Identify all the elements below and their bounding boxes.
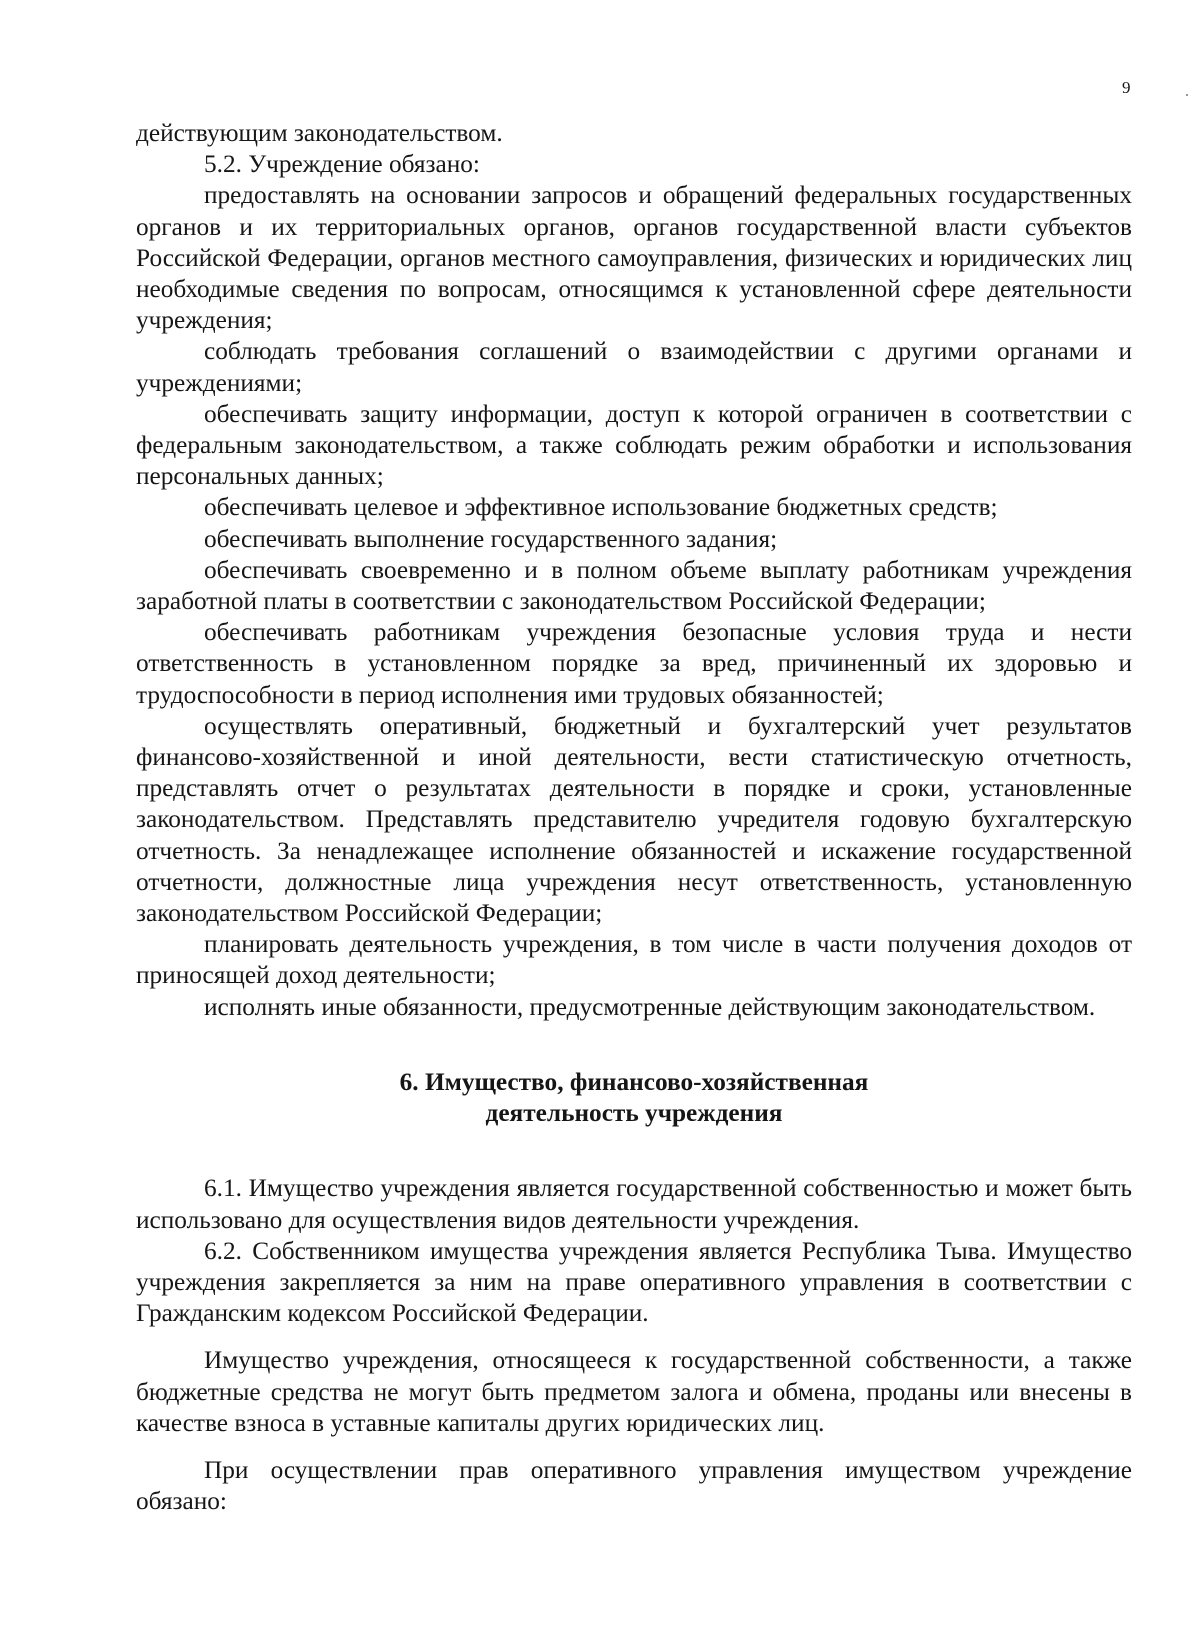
obligation-item: предоставлять на основании запросов и обращений федеральных государственных органов и их территориальных органов, органов государственной власти субъектов Российской Федерации, органов местного самоуправления, физических и юридических лиц необходимые сведения по вопросам, относящимся к установленной сфере деятельности учреждения; [136, 181, 1132, 335]
obligation-item: соблюдать требования соглашений о взаимодействии с другими органами и учреждениями; [136, 337, 1132, 397]
obligation-item: обеспечивать своевременно и в полном объеме выплату работникам учреждения заработной платы в соответствии с законодательством Российской Федерации; [136, 555, 1132, 616]
obligation-item: исполнять иные обязанности, предусмотренные действующим законодательством. [204, 992, 1096, 1021]
section-6-heading-line1: 6. Имущество, финансово-хозяйственная [399, 1067, 869, 1096]
section-6-heading [136, 1067, 1132, 1129]
obligation-item: обеспечивать целевое и эффективное использование бюджетных средств; [204, 493, 998, 522]
section-6-heading-line2: деятельность учреждения [485, 1099, 783, 1128]
paragraph-continuation: действующим законодательством. [136, 119, 503, 147]
page-number: 9 [1122, 78, 1131, 97]
obligation-item: планировать деятельность учреждения, в том числе в части получения доходов от приносящей доход деятельности; [136, 930, 1132, 990]
paragraph-5-2: 5.2. Учреждение обязано: [204, 150, 480, 179]
obligation-item: обеспечивать защиту информации, доступ к которой ограничен в соответствии с федеральным законодательством, а также соблюдать режим обработки и использования персональных данных; [136, 399, 1132, 491]
paragraph-obligations-intro: При осуществлении прав оперативного управления имуществом учреждение обязано: [136, 1455, 1132, 1516]
paragraph-property: Имущество учреждения, относящееся к государственной собственности, а также бюджетные средства не могут быть предметом залога и обмена, проданы или внесены в качестве взноса в уставные капиталы других юридических лиц. [136, 1346, 1132, 1437]
paragraph-6-2: 6.2. Собственником имущества учреждения является Республика Тыва. Имущество учреждения закрепляется за ним на праве оперативного управления в соответствии с Гражданским кодексом Российской Федерации. [136, 1236, 1132, 1328]
scan-artifact-dot [1186, 94, 1188, 96]
obligation-item: осуществлять оперативный, бюджетный и бухгалтерский учет результатов финансово-хозяйственной и иной деятельности, вести статистическую отчетность, представлять отчет о результатах деятельности в порядке и сроки, установленные законодательством. Представлять представителю учредителя годовую бухгалтерскую отчетность. За ненадлежащее исполнение обязанностей и искажение государственной отчетности, должностные лица учреждения несут ответственность, установленную законодательством Российской Федерации; [136, 711, 1132, 928]
obligation-item: обеспечивать выполнение государственного задания; [204, 524, 778, 553]
obligation-item: обеспечивать работникам учреждения безопасные условия труда и нести ответственность в установленном порядке за вред, причиненный их здоровью и трудоспособности в период исполнения ими трудовых обязанностей; [136, 618, 1132, 709]
document-body [136, 118, 1132, 1517]
paragraph-6-1: 6.1. Имущество учреждения является государственной собственностью и может быть использовано для осуществления видов деятельности учреждения. [136, 1174, 1132, 1234]
